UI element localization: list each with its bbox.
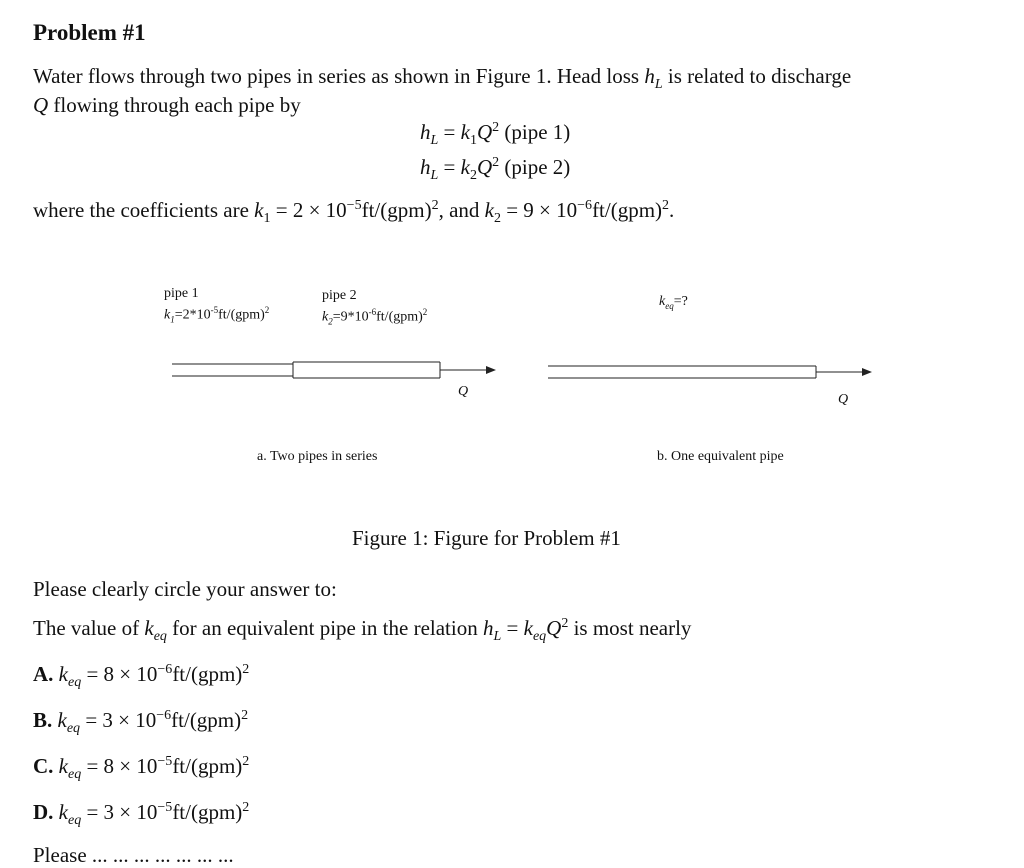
option-b-sub: eq	[66, 721, 81, 737]
eq1-sup: 2	[492, 120, 500, 135]
eq1-k-sub: 1	[469, 133, 477, 149]
pipe-2-k-exp: -6	[368, 307, 377, 317]
figure-caption: Figure 1: Figure for Problem #1	[352, 526, 621, 550]
coef-k2-unit: ft/(gpm)	[592, 198, 663, 222]
option-c-sub: eq	[68, 767, 82, 783]
eq2-Q: Q	[476, 155, 493, 179]
option-a-unit: ft/(gpm)	[172, 662, 243, 686]
keq-val: =?	[673, 294, 688, 309]
equivalent-pipe-shape	[548, 366, 816, 378]
option-a-exp: −6	[157, 662, 173, 677]
pipe-2-k-unit-exp: 2	[422, 307, 428, 317]
eq1-equals: =	[438, 120, 461, 144]
option-d-exp: −5	[157, 800, 173, 815]
keq-k: k	[659, 294, 666, 309]
prompt-h: h	[482, 616, 494, 640]
option-b[interactable]	[33, 708, 248, 737]
option-d-letter: D.	[33, 800, 54, 824]
coef-k1-exp: −5	[346, 198, 362, 213]
eq1-h: h	[420, 120, 431, 144]
prompt-mid: for an equivalent pipe in the relation	[172, 616, 478, 640]
pipe-1-name: pipe 1	[164, 286, 199, 301]
pipe-2-k-sub: 2	[328, 316, 333, 327]
pipe-2-k-unit: ft/(gpm)	[376, 309, 423, 325]
eq1-note: (pipe 1)	[499, 120, 571, 144]
coef-k1-unit: ft/(gpm)	[361, 198, 432, 222]
eq1-h-sub: L	[430, 133, 439, 149]
prompt-k: k	[144, 616, 154, 640]
prompt-equals: =	[501, 616, 524, 640]
coef-k2: k	[484, 198, 494, 222]
eq2-equals: =	[438, 155, 461, 179]
coef-end: .	[669, 198, 675, 222]
flow-label-b: Q	[838, 392, 849, 407]
subcaption-b: b. One equivalent pipe	[657, 449, 784, 464]
coef-k2-exp: −6	[577, 198, 593, 213]
pipe-2-k: k	[322, 309, 329, 325]
eq2-k: k	[460, 155, 470, 179]
coef-mid: , and	[438, 198, 480, 222]
option-a-val: = 8 × 10	[81, 662, 158, 686]
option-b-letter: B.	[33, 708, 53, 732]
eq2-h: h	[420, 155, 431, 179]
pipe-1-k-unit: ft/(gpm)	[218, 307, 265, 323]
option-d-k: k	[58, 800, 68, 824]
option-d-unit-exp: 2	[242, 800, 250, 815]
question-prompt	[33, 616, 691, 645]
coef-k1-unit-exp: 2	[431, 198, 439, 213]
subcaption-a: a. Two pipes in series	[257, 449, 378, 464]
intro-text: Water flows through two pipes in series as shown in Figure 1. Head loss	[33, 64, 640, 88]
option-c[interactable]	[33, 754, 249, 783]
eq2-h-sub: L	[430, 168, 439, 184]
option-c-exp: −5	[157, 754, 173, 769]
problem-title: Problem #1	[33, 20, 146, 45]
prompt-h-sub: L	[493, 629, 502, 645]
intro-text-end: is related to discharge	[667, 64, 852, 88]
footer-partial-line: Please ... ... ... ... ... ... ...	[33, 843, 234, 867]
option-b-unit: ft/(gpm)	[171, 708, 242, 732]
eq1-Q: Q	[476, 120, 493, 144]
option-a-unit-exp: 2	[242, 662, 250, 677]
option-a-sub: eq	[68, 675, 82, 691]
pipe-2-name: pipe 2	[322, 288, 357, 303]
instruction: Please clearly circle your answer to:	[33, 577, 337, 601]
pipe-1-k: k	[164, 307, 171, 323]
prompt-k-sub: eq	[153, 629, 167, 645]
coef-k2-unit-exp: 2	[662, 198, 670, 213]
flow-arrow-a	[440, 366, 496, 374]
pipe-1-k-sub: 1	[170, 314, 175, 325]
prompt-Q-sup: 2	[561, 616, 569, 631]
option-b-k: k	[57, 708, 67, 732]
option-a-letter: A.	[33, 662, 54, 686]
coef-k1-sub: 1	[263, 211, 271, 227]
option-c-unit: ft/(gpm)	[172, 754, 243, 778]
option-c-unit-exp: 2	[242, 754, 250, 769]
option-c-letter: C.	[33, 754, 54, 778]
pipe-1-k-exp: -5	[210, 305, 219, 315]
eq2-note: (pipe 2)	[499, 155, 571, 179]
flow-label-a: Q	[458, 384, 469, 399]
pipe-2-shape	[293, 362, 440, 378]
option-c-val: = 8 × 10	[81, 754, 158, 778]
coef-k2-val: = 9 × 10	[500, 198, 578, 222]
eq2-sup: 2	[492, 155, 500, 170]
prompt-Q: Q	[546, 616, 562, 640]
flow-arrow-b	[816, 368, 872, 376]
pipe-1-shape	[172, 364, 293, 376]
option-b-exp: −6	[156, 708, 172, 723]
sub-L: L	[654, 77, 663, 93]
coef-prefix: where the coefficients are	[33, 198, 249, 222]
option-b-unit-exp: 2	[241, 708, 249, 723]
option-d-unit: ft/(gpm)	[172, 800, 243, 824]
option-b-val: = 3 × 10	[80, 708, 157, 732]
prompt-k2: k	[523, 616, 533, 640]
pipe-1-k-val: =2*10	[174, 307, 211, 323]
coef-k2-sub: 2	[493, 211, 501, 227]
prompt-end: is most nearly	[573, 616, 692, 640]
var-Q: Q	[33, 93, 49, 117]
pipe-2-k-val: =9*10	[332, 309, 369, 325]
prompt-start: The value of	[33, 616, 140, 640]
pipe-1-k-unit-exp: 2	[264, 305, 270, 315]
coef-k1-val: = 2 × 10	[270, 198, 347, 222]
option-a-k: k	[58, 662, 68, 686]
eq1-k: k	[460, 120, 470, 144]
coef-k1: k	[254, 198, 264, 222]
intro-text-2: flowing through each pipe by	[53, 93, 301, 117]
option-d-sub: eq	[68, 813, 82, 829]
option-d[interactable]	[33, 800, 249, 829]
option-d-val: = 3 × 10	[81, 800, 158, 824]
prompt-k2-sub: eq	[532, 629, 547, 645]
keq-sub: eq	[665, 300, 674, 311]
var-h: h	[644, 64, 655, 88]
option-c-k: k	[58, 754, 68, 778]
option-a[interactable]	[33, 662, 249, 691]
eq2-k-sub: 2	[469, 168, 477, 184]
